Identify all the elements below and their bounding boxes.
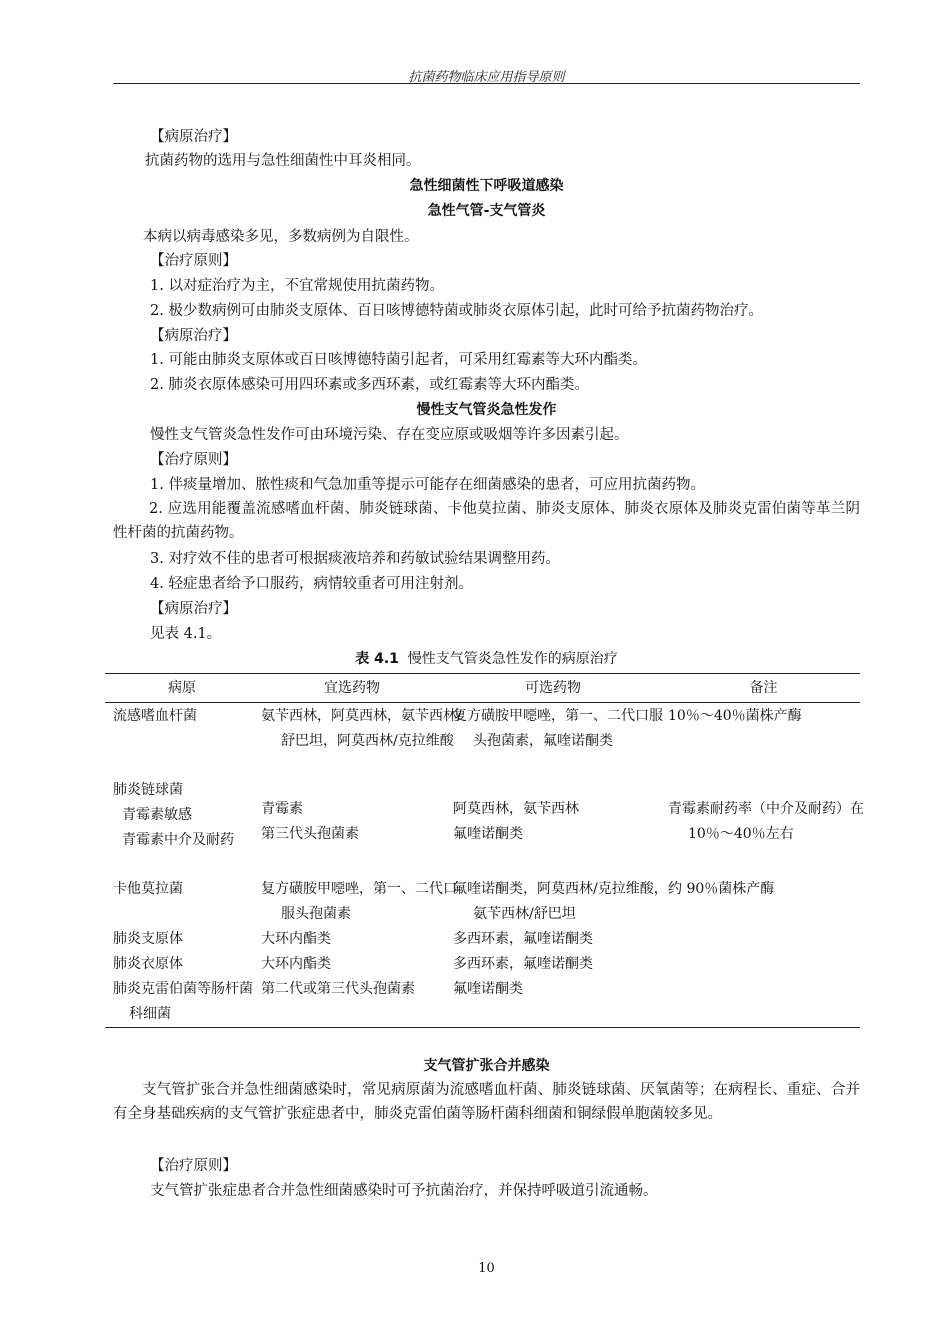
note-cell: 10％～40％菌株产酶 [668, 708, 802, 724]
table-top-rule [105, 673, 860, 674]
pathogen-cell: 流感嗜血杆菌 [113, 708, 197, 724]
alternative-drug-cell: 氟喹诺酮类，阿莫西林/克拉维酸，氨苄西林/舒巴坦 [453, 881, 668, 922]
body-text: 抗菌药物的选用与急性细菌性中耳炎相同。 [145, 153, 421, 169]
note-cell: 青霉素耐药率（中介及耐药）在 10％～40％左右 [668, 801, 864, 842]
body-text: 支气管扩张症患者合并急性细菌感染时可予抗菌治疗，并保持呼吸道引流通畅。 [150, 1183, 658, 1199]
pathogen-cell: 肺炎支原体 [113, 931, 183, 947]
section-label: 【治疗原则】 [150, 253, 237, 269]
list-item: 2. 应选用能覆盖流感嗜血杆菌、肺炎链球菌、卡他莫拉菌、肺炎支原体、肺炎衣原体及肺炎克雷伯菌等革兰阴性杆菌的抗菌药物。 [113, 501, 860, 541]
section-label: 【治疗原则】 [150, 1158, 237, 1174]
alternative-drug-cell: 氟喹诺酮类 [453, 981, 523, 997]
body-text: 本病以病毒感染多见，多数病例为自限性。 [143, 229, 419, 245]
alternative-drug-cell: 多西环素，氟喹诺酮类 [453, 931, 593, 947]
table-bottom-rule [105, 1027, 860, 1028]
note-cell: 约 90％菌株产酶 [668, 881, 775, 897]
body-text: 慢性支气管炎急性发作可由环境污染、存在变应原或吸烟等许多因素引起。 [150, 427, 629, 443]
section-label: 【治疗原则】 [150, 452, 237, 468]
table-header-preferred: 宜选药物 [324, 680, 380, 696]
pathogen-cell: 卡他莫拉菌 [113, 881, 183, 897]
section-heading: 急性细菌性下呼吸道感染 [409, 178, 564, 194]
preferred-drug-cell: 大环内酯类 [261, 956, 331, 972]
alternative-drug-cell: 多西环素，氟喹诺酮类 [453, 956, 593, 972]
preferred-drug-cell: 第二代或第三代头孢菌素 [261, 981, 415, 997]
table-number: 表 4.1 [355, 651, 399, 667]
table-caption [113, 650, 860, 668]
preferred-drug-cell: 第三代头孢菌素 [261, 826, 359, 842]
section-label: 【病原治疗】 [150, 328, 237, 344]
preferred-drug-cell: 大环内酯类 [261, 931, 331, 947]
body-paragraph: 支气管扩张合并急性细菌感染时，常见病原菌为流感嗜血杆菌、肺炎链球菌、厌氧菌等；在病程长、重症、合并有全身基础疾病的支气管扩张症患者中，肺炎克雷伯菌等肠杆菌科细菌和铜绿假单胞菌较多见。 [113, 1082, 860, 1122]
table-header-pathogen: 病原 [168, 680, 196, 696]
subsection-heading: 急性气管-支气管炎 [427, 203, 546, 219]
running-header: 抗菌药物临床应用指导原则 [408, 70, 565, 85]
body-text: 见表 4.1。 [150, 626, 222, 642]
pathogen-cell: 肺炎衣原体 [113, 956, 183, 972]
section-label: 【病原治疗】 [150, 601, 237, 617]
alternative-drug-cell: 复方磺胺甲噁唑，第一、二代口服头孢菌素，氟喹诺酮类 [453, 708, 663, 749]
list-item: 4. 轻症患者给予口服药，病情较重者可用注射剂。 [150, 576, 473, 592]
list-item: 2. 肺炎衣原体感染可用四环素或多西环素，或红霉素等大环内酯类。 [150, 377, 589, 393]
pathogen-cell: 肺炎克雷伯菌等肠杆菌科细菌 [113, 981, 253, 1022]
pathogen-cell: 青霉素敏感 [122, 807, 192, 823]
subsection-heading: 支气管扩张合并感染 [423, 1058, 550, 1074]
table-title: 慢性支气管炎急性发作的病原治疗 [407, 651, 618, 667]
list-item: 2. 极少数病例可由肺炎支原体、百日咳博德特菌或肺炎衣原体引起，此时可给予抗菌药物治疗。 [150, 303, 763, 319]
alternative-drug-cell: 阿莫西林，氨苄西林 [453, 801, 579, 817]
preferred-drug-cell: 氨苄西林，阿莫西林，氨苄西林/舒巴坦，阿莫西林/克拉维酸 [261, 708, 462, 749]
page-number: 10 [478, 1261, 495, 1276]
pathogen-cell: 肺炎链球菌 [113, 782, 183, 798]
header-rule [113, 83, 860, 84]
table-header-alternative: 可选药物 [525, 680, 581, 696]
table-header-rule [105, 702, 860, 703]
section-label: 【病原治疗】 [150, 129, 237, 145]
table-header-note: 备注 [749, 680, 778, 696]
alternative-drug-cell: 氟喹诺酮类 [453, 826, 523, 842]
list-item: 3. 对疗效不佳的患者可根据痰液培养和药敏试验结果调整用药。 [150, 551, 560, 567]
list-item: 1. 以对症治疗为主，不宜常规使用抗菌药物。 [150, 278, 444, 294]
subsection-heading: 慢性支气管炎急性发作 [416, 402, 557, 418]
pathogen-cell: 青霉素中介及耐药 [122, 832, 234, 848]
list-item: 1. 可能由肺炎支原体或百日咳博德特菌引起者，可采用红霉素等大环内酯类。 [150, 352, 647, 368]
preferred-drug-cell: 复方磺胺甲噁唑，第一、二代口服头孢菌素 [261, 881, 457, 922]
preferred-drug-cell: 青霉素 [261, 801, 303, 817]
list-item: 1. 伴痰量增加、脓性痰和气急加重等提示可能存在细菌感染的患者，可应用抗菌药物。 [150, 477, 705, 493]
